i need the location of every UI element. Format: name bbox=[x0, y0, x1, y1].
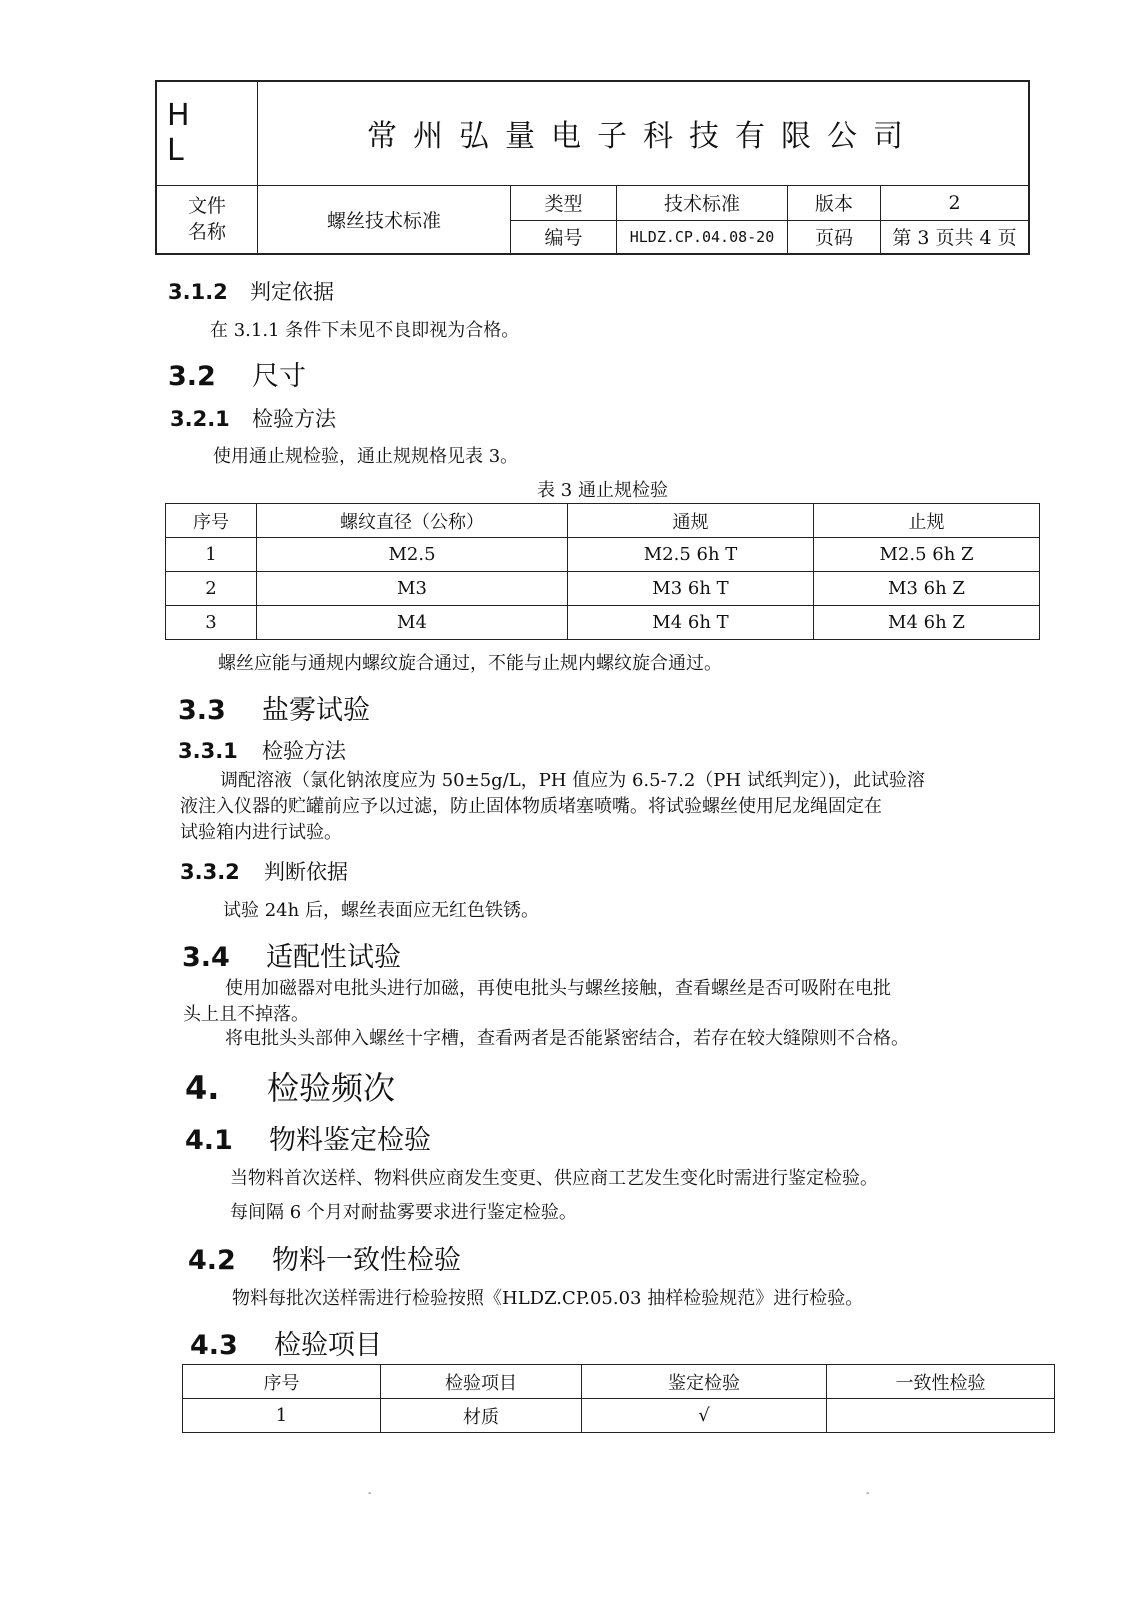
table-cell: 材质 bbox=[381, 1399, 582, 1433]
table-cell: M4 bbox=[257, 606, 568, 640]
document-header bbox=[155, 80, 1030, 255]
heading-4-2: 4.2 物料一致性检验 bbox=[188, 1245, 461, 1276]
heading-3-4: 3.4 适配性试验 bbox=[182, 942, 401, 973]
file-name-label: 文件 名称 bbox=[156, 185, 258, 254]
paragraph-3-4-line1: 使用加磁器对电批头进行加磁，再使电批头与螺丝接触，查看螺丝是否可吸附在电批 bbox=[225, 978, 891, 999]
table-cell: M3 bbox=[257, 572, 568, 606]
paragraph-3-3-1-line2: 液注入仪器的贮罐前应予以过滤，防止固体物质堵塞喷嘴。将试验螺丝使用尼龙绳固定在 bbox=[180, 796, 882, 817]
paragraph-3-3-1-line3: 试验箱内进行试验。 bbox=[180, 822, 342, 843]
heading-3-3: 3.3 盐雾试验 bbox=[178, 695, 370, 726]
paragraph-3-1-2: 在 3.1.1 条件下未见不良即视为合格。 bbox=[210, 320, 520, 341]
table-header-cell: 检验项目 bbox=[381, 1365, 582, 1399]
page-value: 第 3 页共 4 页 bbox=[881, 220, 1030, 254]
table-row bbox=[183, 1399, 1055, 1433]
table-row bbox=[166, 538, 1040, 572]
footer-mark-right: - bbox=[866, 1488, 870, 1499]
table-cell: M4 6h T bbox=[568, 606, 814, 640]
table-header-cell: 一致性检验 bbox=[827, 1365, 1055, 1399]
table-cell: 2 bbox=[166, 572, 257, 606]
table-header-cell: 序号 bbox=[183, 1365, 381, 1399]
page-label: 页码 bbox=[788, 220, 881, 254]
heading-4-3: 4.3 检验项目 bbox=[190, 1330, 382, 1361]
paragraph-3-4-line3: 将电批头头部伸入螺丝十字槽，查看两者是否能紧密结合，若存在较大缝隙则不合格。 bbox=[225, 1028, 909, 1049]
table-header-row bbox=[166, 504, 1040, 538]
heading-3-2: 3.2 尺寸 bbox=[168, 361, 306, 392]
company-name: 常州弘量电子科技有限公司 bbox=[258, 81, 1030, 185]
type-value: 技术标准 bbox=[617, 185, 788, 220]
table-header-row bbox=[183, 1365, 1055, 1399]
table3-note: 螺丝应能与通规内螺纹旋合通过，不能与止规内螺纹旋合通过。 bbox=[218, 653, 722, 674]
code-value: HLDZ.CP.04.08-20 bbox=[617, 220, 788, 254]
type-label: 类型 bbox=[511, 185, 617, 220]
paragraph-4-1-line1: 当物料首次送样、物料供应商发生变更、供应商工艺发生变化时需进行鉴定检验。 bbox=[230, 1168, 878, 1189]
table-header-cell: 鉴定检验 bbox=[582, 1365, 827, 1399]
paragraph-3-3-2: 试验 24h 后，螺丝表面应无红色铁锈。 bbox=[223, 900, 539, 921]
heading-3-1-2: 3.1.2 判定依据 bbox=[168, 280, 334, 304]
heading-3-3-2: 3.3.2 判断依据 bbox=[180, 860, 348, 884]
paragraph-3-3-1-line1: 调配溶液（氯化钠浓度应为 50±5g/L，PH 值应为 6.5-7.2（PH 试纸判定）)，此试验溶 bbox=[220, 770, 925, 791]
table-cell: √ bbox=[582, 1399, 827, 1433]
heading-3-3-1: 3.3.1 检验方法 bbox=[178, 739, 346, 763]
paragraph-4-1-line2: 每间隔 6 个月对耐盐雾要求进行鉴定检验。 bbox=[230, 1202, 577, 1223]
heading-4: 4. 检验频次 bbox=[185, 1069, 396, 1107]
table-cell: 3 bbox=[166, 606, 257, 640]
table4 bbox=[182, 1364, 1055, 1433]
table-cell: 1 bbox=[183, 1399, 381, 1433]
table-row bbox=[166, 572, 1040, 606]
table-header-cell: 通规 bbox=[568, 504, 814, 538]
heading-4-1: 4.1 物料鉴定检验 bbox=[185, 1125, 431, 1156]
table-cell: 1 bbox=[166, 538, 257, 572]
paragraph-3-2-1: 使用通止规检验，通止规规格见表 3。 bbox=[213, 446, 519, 467]
table-cell bbox=[827, 1399, 1055, 1433]
table-cell: M3 6h Z bbox=[814, 572, 1040, 606]
table-cell: M2.5 6h Z bbox=[814, 538, 1040, 572]
table-header-cell: 序号 bbox=[166, 504, 257, 538]
file-name: 螺丝技术标准 bbox=[258, 185, 511, 254]
version-label: 版本 bbox=[788, 185, 881, 220]
version-value: 2 bbox=[881, 185, 1030, 220]
company-logo: H L bbox=[156, 81, 258, 185]
table-cell: M2.5 6h T bbox=[568, 538, 814, 572]
table-cell: M4 6h Z bbox=[814, 606, 1040, 640]
table-header-cell: 止规 bbox=[814, 504, 1040, 538]
table3-caption: 表 3 通止规检验 bbox=[537, 480, 668, 501]
table-row bbox=[166, 606, 1040, 640]
code-label: 编号 bbox=[511, 220, 617, 254]
table-cell: M2.5 bbox=[257, 538, 568, 572]
table-cell: M3 6h T bbox=[568, 572, 814, 606]
table3 bbox=[165, 503, 1040, 640]
paragraph-3-4-line2: 头上且不掉落。 bbox=[183, 1004, 309, 1025]
footer-mark-left: - bbox=[368, 1488, 372, 1499]
table-header-cell: 螺纹直径（公称） bbox=[257, 504, 568, 538]
heading-3-2-1: 3.2.1 检验方法 bbox=[170, 407, 336, 431]
paragraph-4-2: 物料每批次送样需进行检验按照《HLDZ.CP.05.03 抽样检验规范》进行检验。 bbox=[232, 1288, 864, 1309]
